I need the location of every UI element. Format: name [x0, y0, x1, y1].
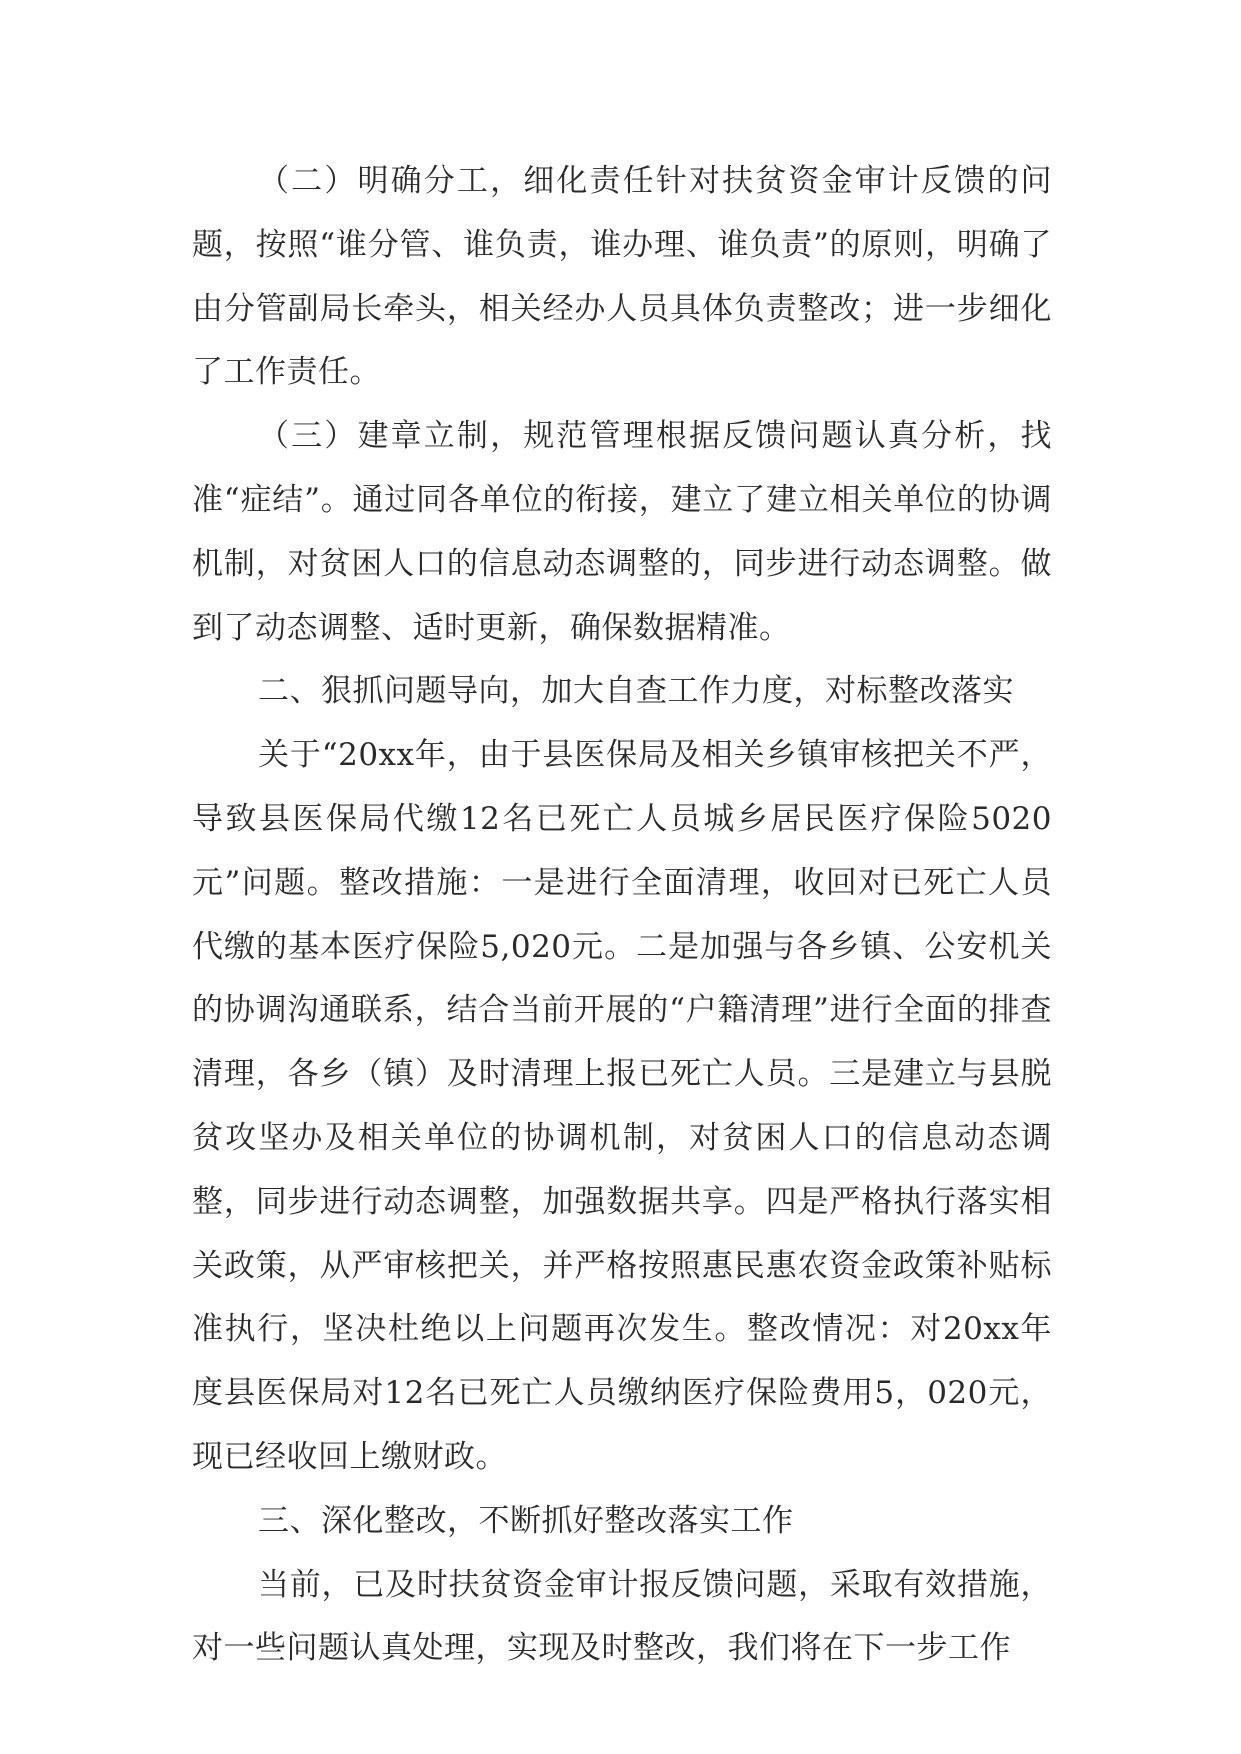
section-heading-deepen-rectification: 三、深化整改，不断抓好整改落实工作	[258, 1502, 794, 1539]
section-heading-problem-orientation: 二、狠抓问题导向，加大自查工作力度，对标整改落实	[258, 673, 1014, 710]
paragraph-division-of-labor: （二）明确分工，细化责任针对扶贫资金审计反馈的问题，按照“谁分管、谁负责，谁办理、谁负责”的原则，明确了由分管副局长牵头，相关经办人员具体负责整改；进一步细化了工作责任。	[192, 163, 1052, 391]
paragraph-medical-insurance-issue: 关于“20xx年，由于县医保局及相关乡镇审核把关不严，导致县医保局代缴12名已死亡人员城乡居民医疗保险5020元”问题。整改措施：一是进行全面清理，收回对已死亡人员代缴的基本医疗保险5,020元。二是加强与各乡镇、公安机关的协调沟通联系，结合当前开展的“户籍清理”进行全面的排查清理，各乡（镇）及时清理上报已死亡人员。三是建立与县脱贫攻坚办及相关单位的协调机制，对贫困人口的信息动态调整，同步进行动态调整，加强数据共享。四是严格执行落实相关政策，从严审核把关，并严格按照惠民惠农资金政策补贴标准执行，坚决杜绝以上问题再次发生。整改情况：对20xx年度县医保局对12名已死亡人员缴纳医疗保险费用5，020元，现已经收回上缴财政。	[192, 737, 1052, 1475]
paragraph-current-status: 当前，已及时扶贫资金审计报反馈问题，采取有效措施，对一些问题认真处理，实现及时整改，我们将在下一步工作	[192, 1566, 1052, 1667]
document-body	[192, 150, 1052, 1681]
paragraph-rules-and-regulations: （三）建章立制，规范管理根据反馈问题认真分析，找准“症结”。通过同各单位的衔接，建立了建立相关单位的协调机制，对贫困人口的信息动态调整的，同步进行动态调整。做到了动态调整、适时更新，确保数据精准。	[192, 418, 1052, 646]
